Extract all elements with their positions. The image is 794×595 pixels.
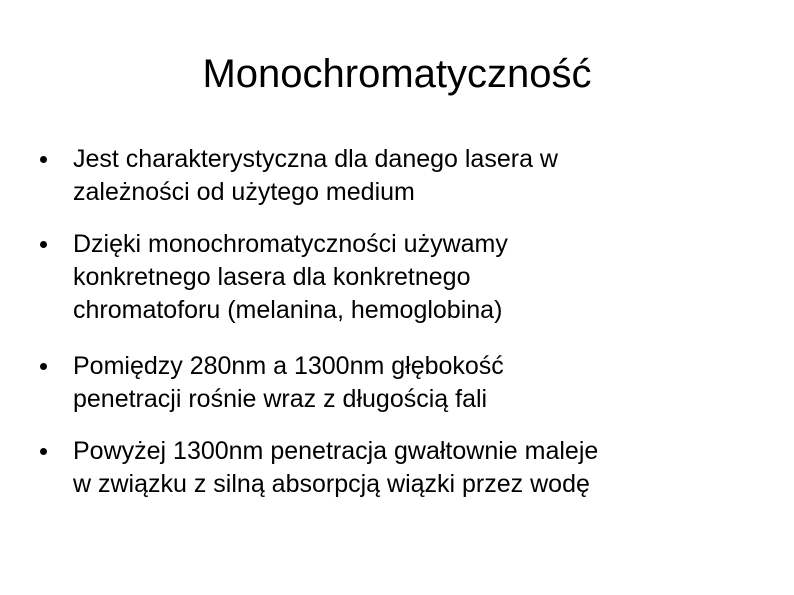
bullet-dot-icon	[40, 448, 47, 455]
bullet-text: Pomiędzy 280nm a 1300nm głębokość penetracji rośnie wraz z długością fali	[73, 352, 504, 413]
slide-title: Monochromatyczność	[202, 52, 592, 96]
bullet-dot-icon	[40, 241, 47, 248]
bullet-dot-icon	[40, 363, 47, 370]
bullet-text: Dzięki monochromatyczności używamy konkretnego lasera dla konkretnego chromatoforu (melanina, hemoglobina)	[73, 230, 508, 324]
bullet-text: Jest charakterystyczna dla danego lasera w zależności od użytego medium	[73, 145, 558, 206]
bullet-text: Powyżej 1300nm penetracja gwałtownie maleje w związku z silną absorpcją wiązki przez wodę	[73, 437, 599, 498]
bullet-dot-icon	[40, 156, 47, 163]
